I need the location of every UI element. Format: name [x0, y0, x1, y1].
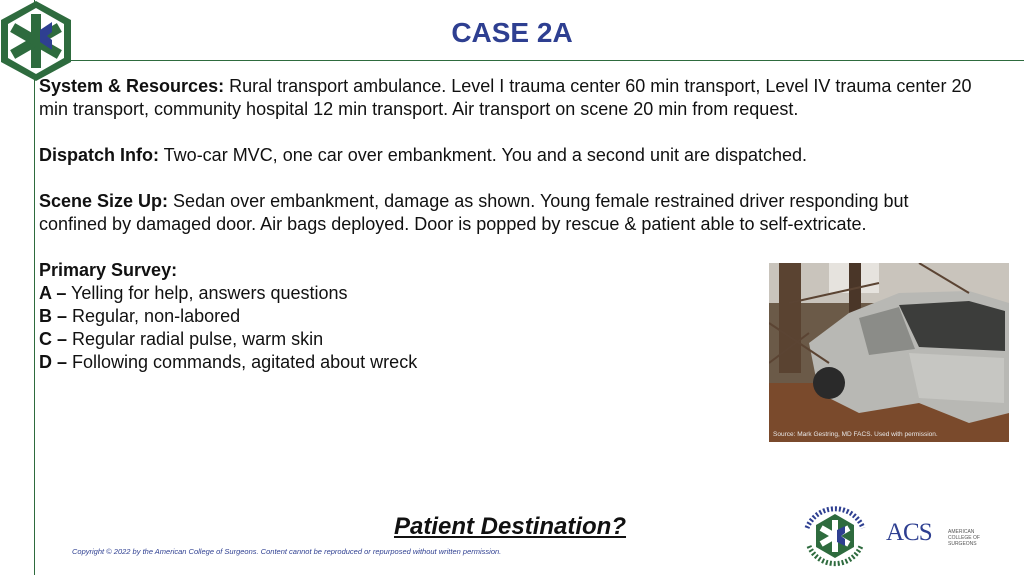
acs-logo: [886, 519, 996, 553]
system-resources-label: System & Resources:: [39, 76, 225, 96]
copyright-notice: Copyright © 2022 by the American College of Surgeons. Content cannot be reproduced or repurposed without written permission.: [72, 547, 502, 556]
survey-text: Yelling for help, answers questions: [66, 283, 348, 303]
dispatch-label: Dispatch Info:: [39, 145, 159, 165]
crash-photo-image: [769, 263, 1009, 442]
survey-text: Regular radial pulse, warm skin: [67, 329, 324, 349]
crash-photo: [769, 263, 1009, 442]
acs-logo-mark: ACS: [886, 519, 932, 546]
survey-text: Regular, non-labored: [67, 306, 241, 326]
system-resources-paragraph: [39, 75, 979, 121]
survey-key: B –: [39, 306, 68, 326]
ntfg-logo-icon: [799, 500, 871, 572]
patient-destination-question: Patient Destination?: [393, 513, 627, 540]
left-rule: [34, 0, 35, 575]
slide-title: CASE 2A: [451, 17, 573, 48]
header-rule: [34, 60, 1024, 61]
scene-text: Sedan over embankment, damage as shown. Young female restrained driver responding but confined by damaged door. Air bags deployed. Door is popped by rescue & patient able to self-extricate.: [39, 191, 909, 234]
acs-logo-subtitle: AMERICAN COLLEGE OF SURGEONS: [948, 529, 980, 547]
survey-text: Following commands, agitated about wreck: [67, 352, 418, 372]
photo-source: Source: Mark Gestring, MD FACS. Used with permission.: [773, 431, 938, 438]
system-resources-text: Rural transport ambulance. Level I trauma center 60 min transport, Level IV trauma center 20 min transport, community hospital 12 min transport. Air transport on scene 20 min from request.: [39, 76, 972, 119]
dispatch-text: Two-car MVC, one car over embankment. You and a second unit are dispatched.: [159, 145, 808, 165]
survey-key: C –: [39, 329, 68, 349]
dispatch-paragraph: [39, 144, 979, 167]
survey-key: A –: [39, 283, 67, 303]
primary-survey-label: Primary Survey:: [39, 260, 178, 280]
scene-label: Scene Size Up:: [39, 191, 169, 211]
scene-paragraph: [39, 190, 979, 236]
survey-key: D –: [39, 352, 68, 372]
